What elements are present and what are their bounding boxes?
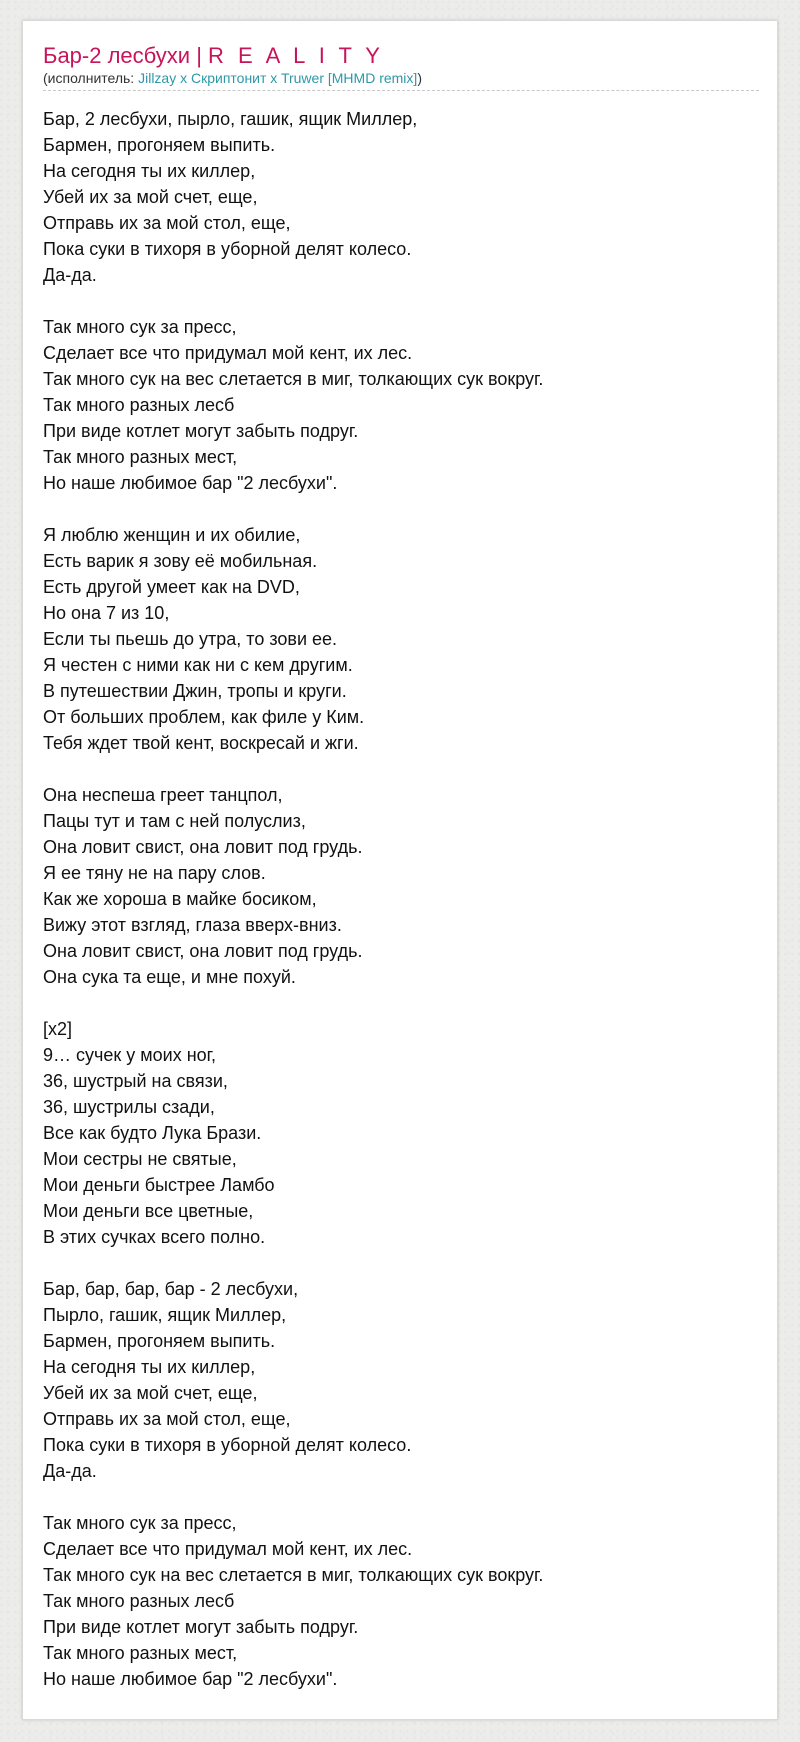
lyric-line: Пока суки в тихоря в уборной делят колесо.: [43, 239, 412, 259]
lyric-line: Пока суки в тихоря в уборной делят колесо.: [43, 1435, 412, 1455]
lyric-line: На сегодня ты их киллер,: [43, 1357, 256, 1377]
lyric-line: Я честен с ними как ни с кем другим.: [43, 655, 353, 675]
lyric-line: Так много сук на вес слетается в миг, толкающих сук вокруг.: [43, 1565, 544, 1585]
lyric-line: Так много разных мест,: [43, 447, 238, 467]
lyric-line: Бар, 2 лесбухи, пырло, гашик, ящик Миллер,: [43, 109, 418, 129]
lyric-line: Она ловит свист, она ловит под грудь.: [43, 837, 363, 857]
lyric-line: В этих сучках всего полно.: [43, 1227, 266, 1247]
song-title: [43, 43, 759, 69]
lyric-line: Да-да.: [43, 1461, 97, 1481]
lyric-line: Есть варик я зову её мобильная.: [43, 551, 318, 571]
lyrics-body: [43, 106, 759, 1718]
lyric-line: [x2]: [43, 1019, 73, 1039]
lyric-line: Я люблю женщин и их обилие,: [43, 525, 301, 545]
lyric-line: Бармен, прогоняем выпить.: [43, 1331, 276, 1351]
lyric-line: Но она 7 из 10,: [43, 603, 170, 623]
lyrics-stanza: [43, 1276, 759, 1484]
lyric-line: Пацы тут и там с ней полуслиз,: [43, 811, 306, 831]
lyric-line: Но наше любимое бар "2 лесбухи".: [43, 473, 338, 493]
lyric-line: Тебя ждет твой кент, воскресай и жги.: [43, 733, 359, 753]
lyric-line: Убей их за мой счет, еще,: [43, 187, 258, 207]
lyrics-stanza: [43, 522, 759, 756]
lyric-line: 9… сучек у моих ног,: [43, 1045, 217, 1065]
lyric-line: Мои деньги быстрее Ламбо: [43, 1175, 275, 1195]
lyric-line: Все как будто Лука Брази.: [43, 1123, 262, 1143]
lyric-line: Так много разных лесб: [43, 1591, 235, 1611]
lyric-line: Да-да.: [43, 265, 97, 285]
lyric-line: Отправь их за мой стол, еще,: [43, 213, 291, 233]
lyric-line: Так много сук за пресс,: [43, 317, 237, 337]
lyric-line: 36, шустрилы сзади,: [43, 1097, 215, 1117]
lyric-line: Бармен, прогоняем выпить.: [43, 135, 276, 155]
performer-line: [43, 69, 759, 87]
lyric-line: Пырло, гашик, ящик Миллер,: [43, 1305, 287, 1325]
title-separator: |: [196, 43, 202, 68]
lyric-line: Мои деньги все цветные,: [43, 1201, 254, 1221]
performer-prefix: (исполнитель:: [43, 70, 139, 86]
lyric-line: Так много сук за пресс,: [43, 1513, 237, 1533]
lyric-line: Так много разных лесб: [43, 395, 235, 415]
lyric-line: Убей их за мой счет, еще,: [43, 1383, 258, 1403]
lyric-line: Но наше любимое бар "2 лесбухи".: [43, 1669, 338, 1689]
album-title: R E A L I T Y: [208, 43, 384, 68]
lyric-line: При виде котлет могут забыть подруг.: [43, 421, 359, 441]
lyrics-stanza: [43, 782, 759, 990]
lyric-line: Бар, бар, бар, бар - 2 лесбухи,: [43, 1279, 299, 1299]
song-header: [43, 43, 759, 91]
lyrics-stanza: [43, 1510, 759, 1692]
song-title-main: Бар-2 лесбухи: [43, 43, 191, 68]
lyric-line: Сделает все что придумал мой кент, их лес.: [43, 343, 413, 363]
lyric-line: На сегодня ты их киллер,: [43, 161, 256, 181]
lyric-line: Так много сук на вес слетается в миг, толкающих сук вокруг.: [43, 369, 544, 389]
lyric-line: Она сука та еще, и мне похуй.: [43, 967, 296, 987]
lyric-line: Я ее тяну не на пару слов.: [43, 863, 266, 883]
lyric-line: Если ты пьешь до утра, то зови ее.: [43, 629, 338, 649]
performer-link[interactable]: Jillzay x Скриптонит x Truwer [MHMD remix]: [138, 70, 418, 86]
lyric-line: Мои сестры не святые,: [43, 1149, 237, 1169]
lyrics-stanza: [43, 1016, 759, 1250]
lyric-line: Есть другой умеет как на DVD,: [43, 577, 300, 597]
lyric-line: Вижу этот взгляд, глаза вверх-вниз.: [43, 915, 342, 935]
lyric-line: Она неспеша греет танцпол,: [43, 785, 283, 805]
lyric-line: Она ловит свист, она ловит под грудь.: [43, 941, 363, 961]
lyric-line: Сделает все что придумал мой кент, их лес.: [43, 1539, 413, 1559]
lyrics-stanza: [43, 314, 759, 496]
lyrics-card: [22, 20, 778, 1720]
lyric-line: 36, шустрый на связи,: [43, 1071, 228, 1091]
lyric-line: При виде котлет могут забыть подруг.: [43, 1617, 359, 1637]
lyrics-stanza: [43, 106, 759, 288]
lyric-line: Так много разных мест,: [43, 1643, 238, 1663]
lyric-line: От больших проблем, как филе у Ким.: [43, 707, 365, 727]
lyric-line: Как же хороша в майке босиком,: [43, 889, 317, 909]
performer-suffix: ): [417, 70, 422, 86]
lyric-line: В путешествии Джин, тропы и круги.: [43, 681, 347, 701]
lyric-line: Отправь их за мой стол, еще,: [43, 1409, 291, 1429]
